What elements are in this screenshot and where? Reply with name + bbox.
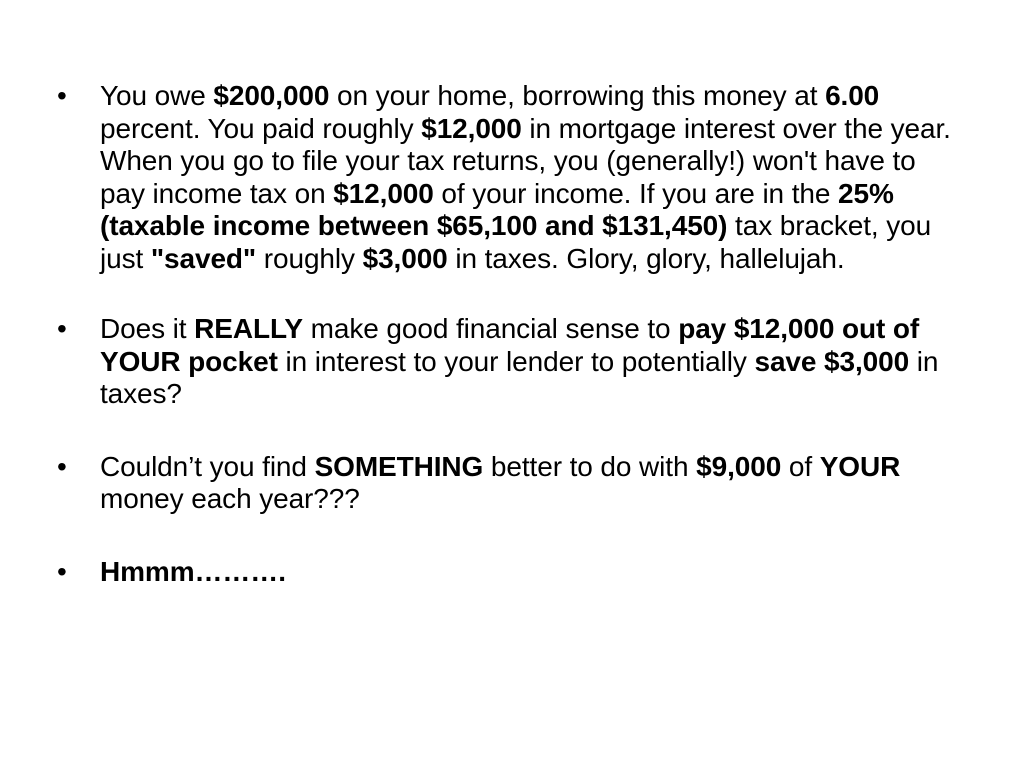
text-segment: in interest to your lender to potentially — [277, 345, 755, 377]
text-segment: tax bracket, you just — [100, 210, 939, 274]
bullet-item — [57, 451, 967, 516]
text-segment: 6.00 — [825, 80, 880, 111]
bullet-item — [57, 313, 967, 411]
bullet-text — [100, 451, 908, 515]
text-segment: on your home, borrowing this money at — [329, 80, 826, 111]
text-segment: $9,000 — [696, 450, 782, 482]
bullet-icon: • — [57, 555, 67, 587]
text-segment: roughly — [256, 242, 363, 274]
text-segment: in mortgage interest over the year. When you go to file your tax returns, you (generally!) won't have to pay income tax on — [100, 112, 967, 209]
text-segment: "saved" — [150, 242, 257, 274]
text-segment: percent. You paid roughly — [100, 80, 887, 144]
text-segment: REALLY — [194, 313, 303, 344]
bullet-item — [57, 80, 967, 275]
text-segment: of your income. If you are in the — [433, 177, 839, 209]
text-segment: SOMETHING — [314, 450, 484, 482]
bullet-text — [100, 80, 966, 274]
text-segment: $200,000 — [213, 80, 330, 111]
text-segment: pay $12,000 out of YOUR pocket — [100, 313, 927, 377]
text-segment: $12,000 — [421, 112, 522, 144]
text-segment: Hmmm………. — [100, 555, 286, 587]
bullet-list — [57, 80, 967, 588]
bullet-item — [57, 556, 967, 589]
text-segment: $3,000 — [362, 242, 448, 274]
text-segment: money each year??? — [100, 450, 908, 514]
text-segment: YOUR — [819, 450, 901, 482]
text-segment: Does it — [100, 313, 195, 344]
text-segment: make good financial sense to — [302, 313, 679, 344]
bullet-text — [100, 313, 946, 409]
text-segment: in taxes. Glory, glory, hallelujah. — [447, 242, 845, 274]
text-segment: $12,000 — [333, 177, 434, 209]
text-segment: in taxes? — [100, 345, 947, 409]
text-segment: You owe — [100, 80, 214, 111]
text-segment: better to do with — [483, 450, 697, 482]
text-segment: Couldn’t you find — [100, 450, 315, 482]
text-segment: save $3,000 — [754, 345, 910, 377]
bullet-icon: • — [57, 450, 67, 482]
text-segment: of — [781, 450, 820, 482]
bullet-icon: • — [57, 313, 67, 344]
bullet-text — [100, 556, 286, 587]
bullet-icon: • — [57, 80, 67, 111]
text-segment: 25% (taxable income between $65,100 and $131,450) — [100, 177, 902, 241]
